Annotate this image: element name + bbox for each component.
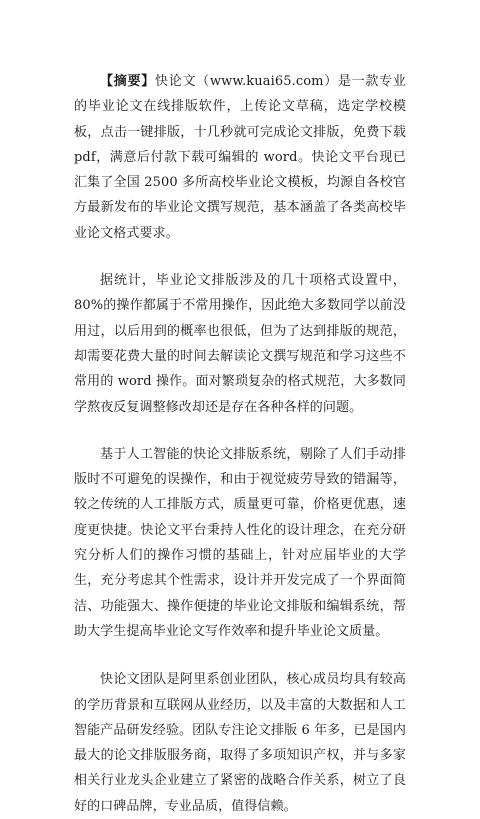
ai-system-paragraph: 基于人工智能的快论文排版系统，剔除了人们手动排版时不可避免的误操作，和由于视觉疲劳导致的错漏等，较之传统的人工排版方式，质量更可靠，价格更优惠，速度更快捷。快论文平台秉持人性化的设计理念，在充分研究分析人们的操作习惯的基础上，针对应届毕业的大学生，充分考虑其个性需求，设计并开发完成了一个界面简洁、功能强大、操作便捷的毕业论文排版和编辑系统，帮助大学生提高毕业论文写作效率和提升毕业论文质量。 <box>74 446 406 639</box>
team-paragraph: 快论文团队是阿里系创业团队，核心成员均具有较高的学历背景和互联网从业经历，以及丰富的大数据和人工智能产品研发经验。团队专注论文排版 6 年多，已是国内最大的论文排版服务商，取得了多项知识产权，并与多家相关行业龙头企业建立了紧密的战略合作关系，树立了良好的口碑品牌，专业品质，值得信赖。 <box>74 672 406 814</box>
abstract-label: 【摘要】 <box>100 74 155 89</box>
abstract-paragraph <box>74 69 406 246</box>
abstract-text: 快论文（www.kuai65.com）是一款专业的毕业论文在线排版软件，上传论文草稿，选定学校模板，点击一键排版，十几秒就可完成论文排版，免费下载 pdf，满意后付款下载可编辑的 word。快论文平台现已汇集了全国 2500 多所高校毕业论文模板，均源自各校官方最新发布的毕业论文撰写规范，基本涵盖了各类高校毕业论文格式要求。 <box>74 74 407 241</box>
statistics-paragraph: 据统计，毕业论文排版涉及的几十项格式设置中，80%的操作都属于不常用操作，因此绝大多数同学以前没用过，以后用到的概率也很低，但为了达到排版的规范，却需要花费大量的时间去解读论文撰写规范和学习这些不常用的 word 操作。面对繁琐复杂的格式规范，大多数同学熬夜反复调整修改却还是存在各种各样的问题。 <box>74 273 406 415</box>
